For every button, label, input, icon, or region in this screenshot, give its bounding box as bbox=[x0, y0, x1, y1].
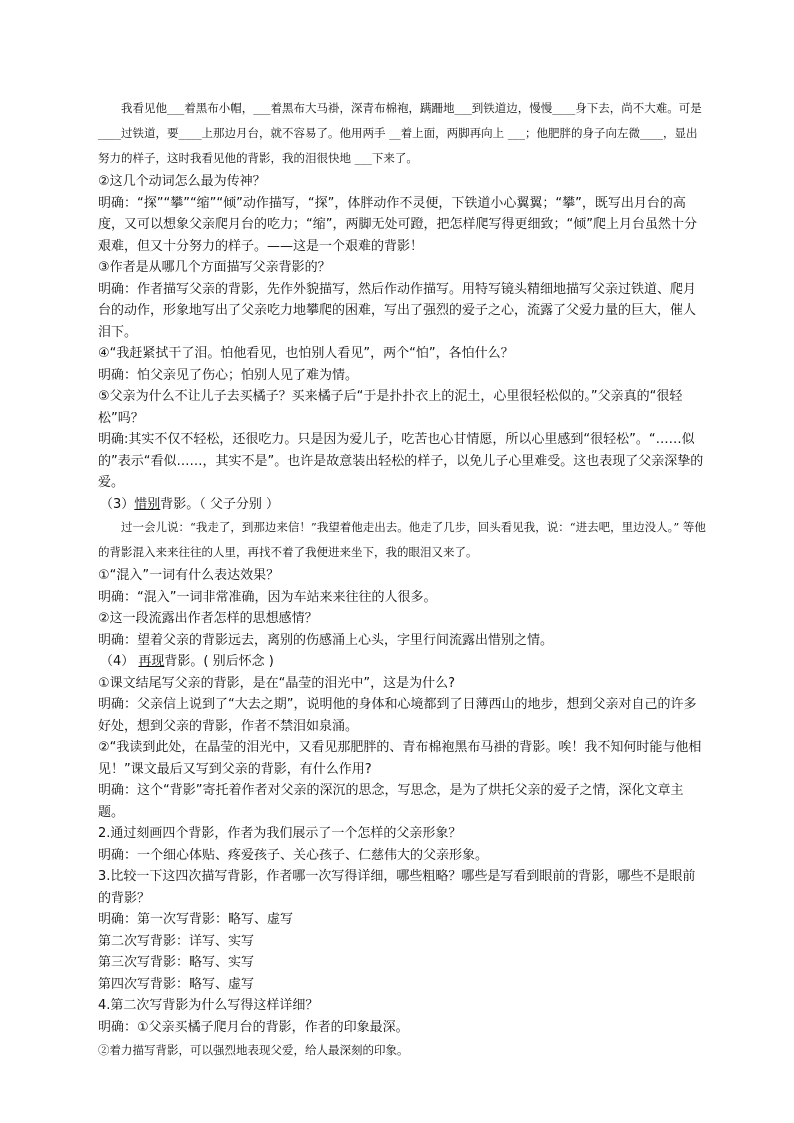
answer-2: 明确：“探”“攀”“缩”“倾”动作描写，“探”，体胖动作不灵便，下铁道小心翼翼；“攀”，既写出月台的高度，又可以想象父亲爬月台的吃力；“缩”，两脚无处可蹬，把怎样爬写得更细致；“倾”爬上月台虽然十分艰难，但又十分努力的样子。——这是一个艰难的背影！ bbox=[98, 195, 697, 254]
section-4-heading: （4） 再现背影。( 别后怀念 ) bbox=[100, 654, 274, 669]
question-s3-2: ②这一段流露出作者怎样的思想感情？ bbox=[98, 611, 318, 626]
answer-s3-2: 明确：望着父亲的背影远去，离别的伤感涌上心头，字里行间流露出惜别之情。 bbox=[98, 632, 554, 648]
question-2: ②这几个动词怎么最为传神？ bbox=[98, 174, 266, 189]
answer-q4-line2: ②着力描写背影，可以强烈地表现父爱，给人最深刻的印象。 bbox=[98, 1043, 409, 1057]
answer-q3-line1: 明确：第一次写背影：略写、虚写 bbox=[98, 912, 294, 927]
question-3: ③作者是从哪几个方面描写父亲背影的？ bbox=[98, 260, 331, 275]
passage-text-2: 过一会儿说：“我走了，到那边来信！”我望着他走出去。他走了几步，回头看见我，说：“进去吧，里边没人。” 等他的背影混入来来往往的人里，再找不着了我便进来坐下，我的眼泪又来了。 bbox=[98, 520, 706, 559]
question-s3-1: ①“混入”一词有什么表达效果？ bbox=[98, 568, 280, 583]
answer-s4-1: 明确：父亲信上说到了“大去之期”，说明他的身体和心境都到了日薄西山的地步，想到父亲对自己的许多好处，想到父亲的背影，作者不禁泪如泉涌。 bbox=[98, 697, 697, 734]
answer-5: 明确:其实不仅不轻松，还很吃力。只是因为爱儿子，吃苦也心甘情愿，所以心里感到“很轻松”。“……似的”表示“看似……，其实不是”。也许是故意装出轻松的样子，以免儿子心里难受。这也表现了父亲深挚的爱。 bbox=[98, 432, 704, 490]
answer-q3-line4: 第四次写背影：略写、虚写 bbox=[98, 976, 255, 992]
answer-q4-line1: 明确：①父亲买橘子爬月台的背影，作者的印象最深。 bbox=[98, 1019, 409, 1035]
answer-q2: 明确：一个细心体贴、疼爱孩子、关心孩子、仁慈伟大的父亲形象。 bbox=[98, 847, 489, 863]
passage-text-1: 我看见他___着黑布小帽，___着黑布大马褂，深青布棉袍，蹒跚地___到铁道边，慢慢____身下去，尚不大难。可是____过铁道，要____上那边月台，就不容易了。他用两手 __着上面，两脚再向上 ___；他肥胖的身子向左微____，显出努力的样子，这时我看见他的背影，我的泪很快地 ___下来了。 bbox=[98, 101, 702, 165]
question-s4-1: ①课文结尾写父亲的背影，是在“晶莹的泪光中”，这是为什么? bbox=[98, 675, 456, 691]
question-q3: 3.比较一下这四次描写背影，作者哪一次写得详细，哪些粗略？哪些是写看到眼前的背影，哪些不是眼前的背影？ bbox=[98, 869, 696, 906]
question-s4-2: ②“我读到此处，在晶莹的泪光中，又看见那肥胖的、青布棉袍黑布马褂的背影。唉！我不知何时能与他相见！”课文最后又写到父亲的背影，有什么作用? bbox=[98, 740, 702, 777]
answer-q3-line2: 第二次写背影：详写、实写 bbox=[98, 933, 255, 949]
question-q2: 2.通过刻画四个背影，作者为我们展示了一个怎样的父亲形象？ bbox=[98, 826, 462, 841]
answer-3: 明确：作者描写父亲的背影，先作外貌描写，然后作动作描写。用特写镜头精细地描写父亲过铁道、爬月台的动作，形象地写出了父亲吃力地攀爬的困难，写出了强烈的爱子之心，流露了父爱力量的巨大，催人泪下。 bbox=[98, 281, 697, 340]
answer-q3-line3: 第三次写背影：略写、实写 bbox=[98, 955, 255, 970]
section-3-heading: （3）惜别背影。（ 父子分别 ） bbox=[100, 496, 280, 512]
answer-s4-2: 明确：这个“背影”寄托着作者对父亲的深沉的思念，写思念，是为了烘托父亲的爱子之情，深化文章主题。 bbox=[98, 783, 684, 820]
answer-s3-1: 明确：“混入”一词非常准确，因为车站来来往往的人很多。 bbox=[98, 589, 437, 605]
question-4: ④“我赶紧拭干了泪。怕他看见，也怕别人看见”，两个“怕”，各怕什么？ bbox=[98, 346, 514, 361]
question-5: ⑤父亲为什么不让儿子去买橘子？买来橘子后“于是扑扑衣上的泥土，心里很轻松似的。”父亲真的“很轻松”吗？ bbox=[98, 389, 683, 426]
question-q4: 4.第二次写背影为什么写得这样详细？ bbox=[98, 998, 319, 1013]
answer-4: 明确：怕父亲见了伤心；怕别人见了难为情。 bbox=[98, 367, 359, 383]
